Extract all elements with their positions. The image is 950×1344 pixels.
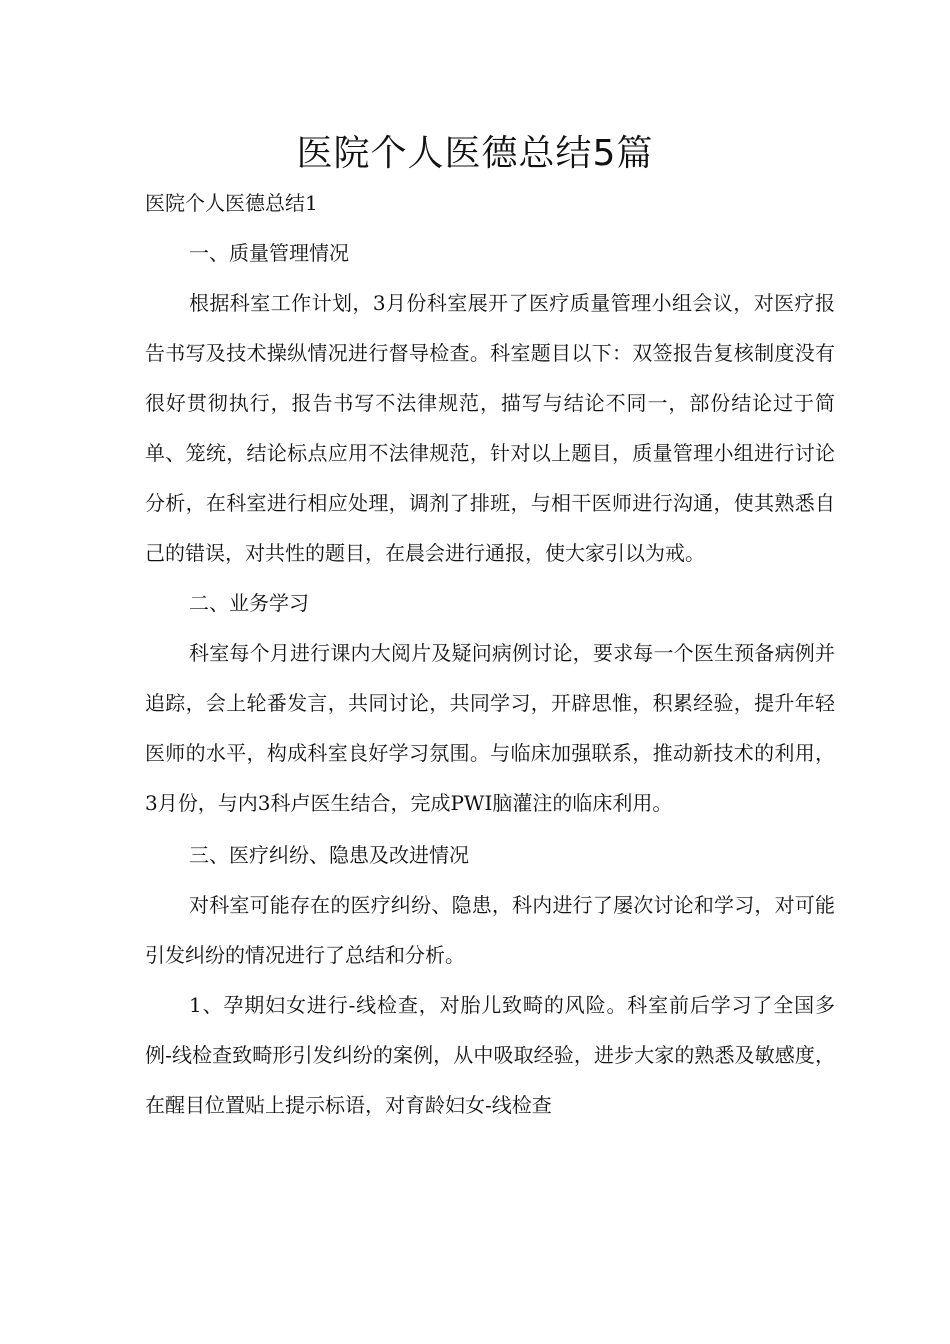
document-title: 医院个人医德总结5篇 [296, 133, 654, 174]
section-quality-management [145, 228, 835, 578]
section-paragraph: 根据科室工作计划，3月份科室展开了医疗质量管理小组会议，对医疗报告书写及技术操纵情况进行督导检查。科室题目以下：双签报告复核制度没有很好贯彻执行，报告书写不法律规范，描写与结论不同一，部份结论过于简单、笼统，结论标点应用不法律规范，针对以上题目，质量管理小组进行讨论分析，在科室进行相应处理，调剂了排班，与相干医师进行沟通，使其熟悉自己的错误，对共性的题目，在晨会进行通报，使大家引以为戒。 [145, 291, 835, 565]
section-paragraph: 科室每个月进行课内大阅片及疑问病例讨论，要求每一个医生预备病例并追踪，会上轮番发言，共同讨论，共同学习，开辟思惟，积累经验，提升年轻医师的水平，构成科室良好学习氛围。与临床加强联系，推动新技术的利用，3月份，与内3科卢医生结合，完成PWI脑灌注的临床利用。 [145, 641, 835, 815]
section-paragraph: 对科室可能存在的医疗纠纷、隐患，科内进行了屡次讨论和学习，对可能引发纠纷的情况进行了总结和分析。 [145, 893, 835, 967]
document-subtitle: 医院个人医德总结1 [145, 191, 318, 215]
document-body [145, 178, 835, 1130]
section-heading: 一、质量管理情况 [189, 241, 349, 265]
section-business-study [145, 578, 835, 828]
section-heading: 三、医疗纠纷、隐患及改进情况 [189, 843, 469, 867]
section-medical-disputes [145, 830, 835, 1130]
section-paragraph: 1、孕期妇女进行-线检查，对胎儿致畸的风险。科室前后学习了全国多例-线检查致畸形引发纠纷的案例，从中吸取经验，进步大家的熟悉及敏感度，在醒目位置贴上提示标语，对育龄妇女-线检查 [145, 993, 835, 1117]
section-heading: 二、业务学习 [189, 591, 309, 615]
